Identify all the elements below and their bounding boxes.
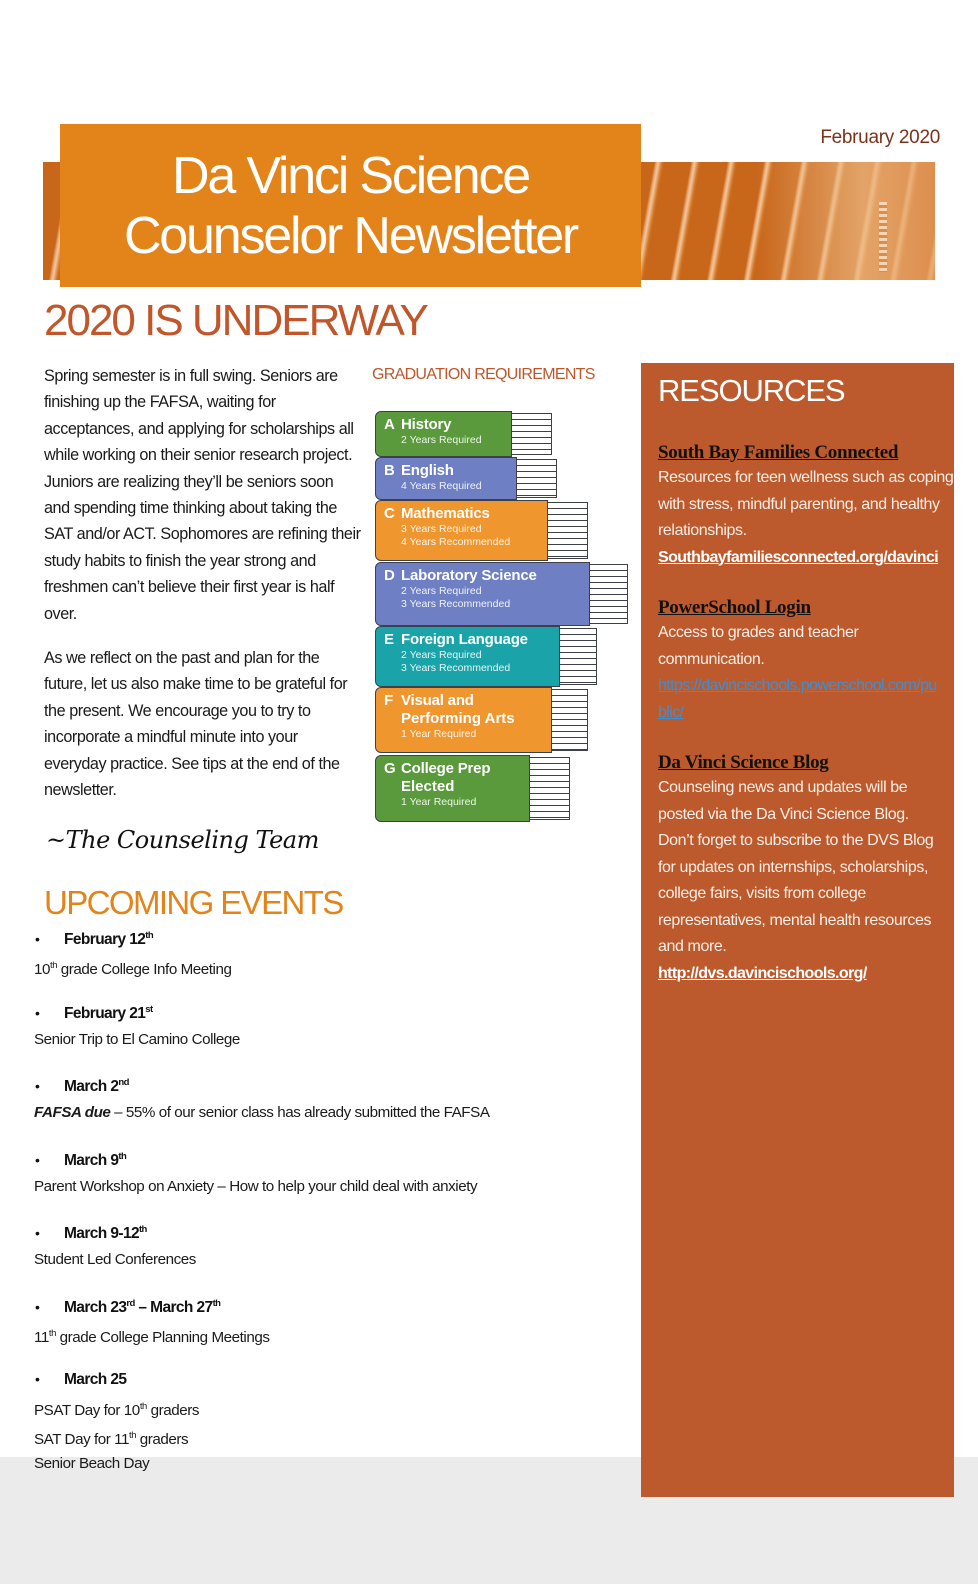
section-heading-underway: 2020 IS UNDERWAY — [44, 296, 427, 345]
signature: ~The Counseling Team — [46, 826, 319, 854]
book-pages — [517, 459, 557, 498]
event-description-text: grade College Planning Meetings — [55, 1328, 270, 1346]
event-grade-suffix: th — [48, 1327, 56, 1339]
intro-paragraph-1: Spring semester is in full swing. Seniors are finishing up the FAFSA, waiting for acceptances, and applying for scholarships all while working on their senior research project. Juniors are realizing they’ll be seniors soon and spending time thinking about taking the SAT and/or ACT. Sophomores are refining their study habits to finish the year strong and freshmen can’t believe their first year is half over. — [44, 367, 361, 623]
requirement-book — [375, 755, 570, 822]
event-description — [34, 1452, 594, 1477]
bullet-icon: • — [35, 1078, 40, 1095]
event-date — [64, 930, 153, 949]
event-date-line — [34, 1224, 594, 1248]
requirement-subject: Laboratory Science — [401, 567, 537, 584]
event-date-line — [34, 1004, 594, 1028]
bullet-icon: • — [35, 931, 40, 948]
requirement-subject: College Prep — [401, 760, 491, 777]
resource-item — [658, 440, 954, 571]
newsletter-title-line2: Counselor Newsletter — [123, 206, 578, 265]
bullet-icon: • — [35, 1004, 40, 1021]
event-description-text: Student Led Conferences — [34, 1251, 196, 1268]
event-date-suffix: th — [118, 1150, 127, 1162]
banner-highlight — [755, 162, 935, 280]
event-date-suffix: rd — [126, 1297, 135, 1309]
event-grade-number: 11 — [34, 1328, 49, 1346]
book-spine — [375, 626, 560, 687]
book-pages — [560, 628, 597, 685]
resource-item — [658, 595, 954, 726]
resources-panel — [641, 363, 954, 1497]
requirement-subject-cont: Performing Arts — [401, 710, 515, 727]
event-date-line — [34, 1151, 594, 1175]
event-item — [34, 1371, 594, 1473]
requirement-letter: E — [384, 631, 394, 648]
event-date-line — [34, 1371, 594, 1395]
book-spine — [375, 755, 530, 822]
event-date-suffix: st — [145, 1003, 153, 1015]
event-date: March 25 — [64, 1371, 127, 1388]
requirement-years: 3 Years Required — [401, 523, 482, 535]
requirement-name — [384, 692, 551, 710]
event-item — [34, 1298, 594, 1372]
requirement-years: 3 Years Recommended — [401, 598, 511, 610]
event-description — [34, 1101, 594, 1126]
requirement-name — [384, 567, 589, 585]
event-description — [34, 1175, 594, 1200]
event-date-text: February 12 — [64, 931, 146, 949]
requirement-letter: B — [384, 462, 395, 479]
event-item — [34, 1224, 594, 1298]
event-date-text: March 9-12 — [64, 1225, 139, 1243]
event-date-text: March 2 — [64, 1078, 119, 1096]
newsletter-title-box — [60, 124, 641, 287]
requirement-years: 2 Years Required — [401, 649, 482, 661]
requirement-subject: Foreign Language — [401, 631, 528, 648]
newsletter-title-line1: Da Vinci Science — [172, 146, 529, 205]
resource-description: Access to grades and teacher communication. — [658, 624, 859, 668]
event-date-end: – March 27 — [134, 1298, 213, 1316]
event-date-suffix: th — [145, 930, 154, 941]
event-description-emphasis: FAFSA due — [34, 1104, 111, 1121]
event-date-end-suffix: th — [212, 1297, 221, 1309]
event-description-text: PSAT Day for 10 — [34, 1402, 140, 1420]
events-list — [34, 930, 594, 1473]
bullet-icon: • — [35, 1298, 40, 1315]
requirement-name — [384, 462, 516, 480]
banner-texture — [879, 202, 887, 272]
event-description — [34, 1322, 594, 1351]
event-date-text: March 9 — [64, 1151, 119, 1169]
requirement-book — [375, 500, 588, 561]
requirement-name — [384, 760, 529, 778]
book-pages — [548, 502, 588, 559]
resource-link[interactable]: Southbayfamiliesconnected.org/davinci — [658, 548, 939, 566]
requirement-letter: D — [384, 567, 395, 584]
requirement-name — [384, 631, 559, 649]
bullet-icon: • — [35, 1225, 40, 1242]
requirement-letter: F — [384, 692, 393, 709]
book-spine — [375, 500, 548, 561]
event-grade-suffix: th — [139, 1401, 147, 1412]
resource-title[interactable]: PowerSchool Login — [658, 597, 811, 618]
requirement-letter: C — [384, 505, 395, 522]
requirement-subject: History — [401, 416, 452, 433]
event-date — [64, 1151, 126, 1170]
event-date-suffix: nd — [118, 1077, 129, 1088]
requirement-years: 4 Years Required — [401, 480, 482, 492]
book-pages — [530, 757, 570, 820]
event-item — [34, 1004, 594, 1078]
resources-heading: RESOURCES — [658, 373, 845, 408]
intro-text — [44, 363, 362, 804]
event-date-text: March 23 — [64, 1298, 127, 1316]
intro-paragraph-2: As we reflect on the past and plan for the future, let us also make time to be grateful for the present. We encourage you to try to incorporate a mindful minute into your everyday practice. See tips at the end of the newsletter. — [44, 649, 348, 800]
event-date — [64, 1224, 147, 1243]
event-date-suffix: th — [138, 1224, 147, 1235]
book-pages — [512, 413, 552, 455]
resource-description: Counseling news and updates will be posted via the Da Vinci Science Blog. Don’t forget to subscribe to the DVS Blog for updates on internships, scholarships, college fairs, visits from college representatives, mental health resources and more. — [658, 779, 934, 955]
requirement-book — [375, 626, 597, 687]
requirement-years: 4 Years Recommended — [401, 536, 511, 548]
resource-description: Resources for teen wellness such as coping with stress, mindful parenting, and healthy relationships. — [658, 469, 954, 539]
section-heading-events: UPCOMING EVENTS — [44, 884, 343, 921]
event-grade-number: 10 — [34, 961, 50, 979]
requirement-name — [384, 505, 547, 523]
resource-link[interactable]: https://davincischools.powerschool.com/public/ — [658, 677, 937, 721]
requirement-years: 2 Years Required — [401, 585, 482, 597]
book-spine — [375, 411, 512, 457]
event-item — [34, 930, 594, 1004]
event-description-text: SAT Day for 11 — [34, 1430, 129, 1448]
requirement-subject: English — [401, 462, 454, 479]
event-description-text: graders — [136, 1430, 189, 1448]
requirement-subject-cont: Elected — [401, 778, 455, 795]
book-pages — [552, 689, 588, 751]
event-item — [34, 1151, 594, 1225]
resource-link[interactable]: http://dvs.davincischools.org/ — [658, 964, 867, 982]
requirement-letter: G — [384, 760, 396, 777]
resource-title[interactable]: South Bay Families Connected — [658, 442, 899, 463]
resource-item — [658, 750, 954, 987]
resource-title[interactable]: Da Vinci Science Blog — [658, 752, 829, 773]
bullet-icon: • — [35, 1151, 40, 1168]
event-date-line — [34, 1298, 594, 1322]
requirement-years: 1 Year Required — [401, 728, 477, 740]
requirement-book — [375, 457, 557, 500]
event-item — [34, 1077, 594, 1151]
requirement-years: 1 Year Required — [401, 796, 477, 808]
event-grade-suffix: th — [50, 960, 58, 971]
graduation-requirements-heading: GRADUATION REQUIREMENTS — [372, 366, 595, 383]
issue-date: February 2020 — [820, 127, 940, 148]
event-date-line — [34, 930, 594, 954]
event-description-text: grade College Info Meeting — [57, 961, 232, 979]
book-spine — [375, 687, 552, 753]
event-date-text: February 21 — [64, 1004, 146, 1022]
book-spine — [375, 562, 590, 626]
requirement-letter: A — [384, 416, 395, 433]
event-description-text: graders — [146, 1402, 199, 1420]
event-date-line — [34, 1077, 594, 1101]
book-pages — [590, 564, 628, 624]
event-date — [64, 1077, 129, 1096]
requirement-subject: Mathematics — [401, 505, 490, 522]
requirement-subject: Visual and — [401, 692, 474, 709]
requirement-years: 2 Years Required — [401, 434, 482, 446]
event-date — [64, 1004, 153, 1023]
requirement-name — [384, 416, 511, 434]
requirement-years: 3 Years Recommended — [401, 662, 511, 674]
bullet-icon: • — [35, 1371, 40, 1387]
book-spine — [375, 457, 517, 500]
event-description-text: – 55% of our senior class has already submitted the FAFSA — [110, 1104, 490, 1121]
requirement-book — [375, 411, 552, 457]
event-description-text: Parent Workshop on Anxiety – How to help your child deal with anxiety — [34, 1177, 478, 1195]
event-description — [34, 1028, 594, 1053]
event-description — [34, 954, 594, 983]
event-description — [34, 1395, 594, 1424]
event-description — [34, 1248, 594, 1273]
event-grade-suffix: th — [129, 1429, 137, 1441]
event-description-text: Senior Beach Day — [34, 1455, 150, 1473]
event-description-text: Senior Trip to El Camino College — [34, 1030, 240, 1048]
requirement-book — [375, 562, 628, 626]
requirement-book — [375, 687, 588, 753]
event-date — [64, 1298, 220, 1317]
event-description — [34, 1424, 594, 1453]
